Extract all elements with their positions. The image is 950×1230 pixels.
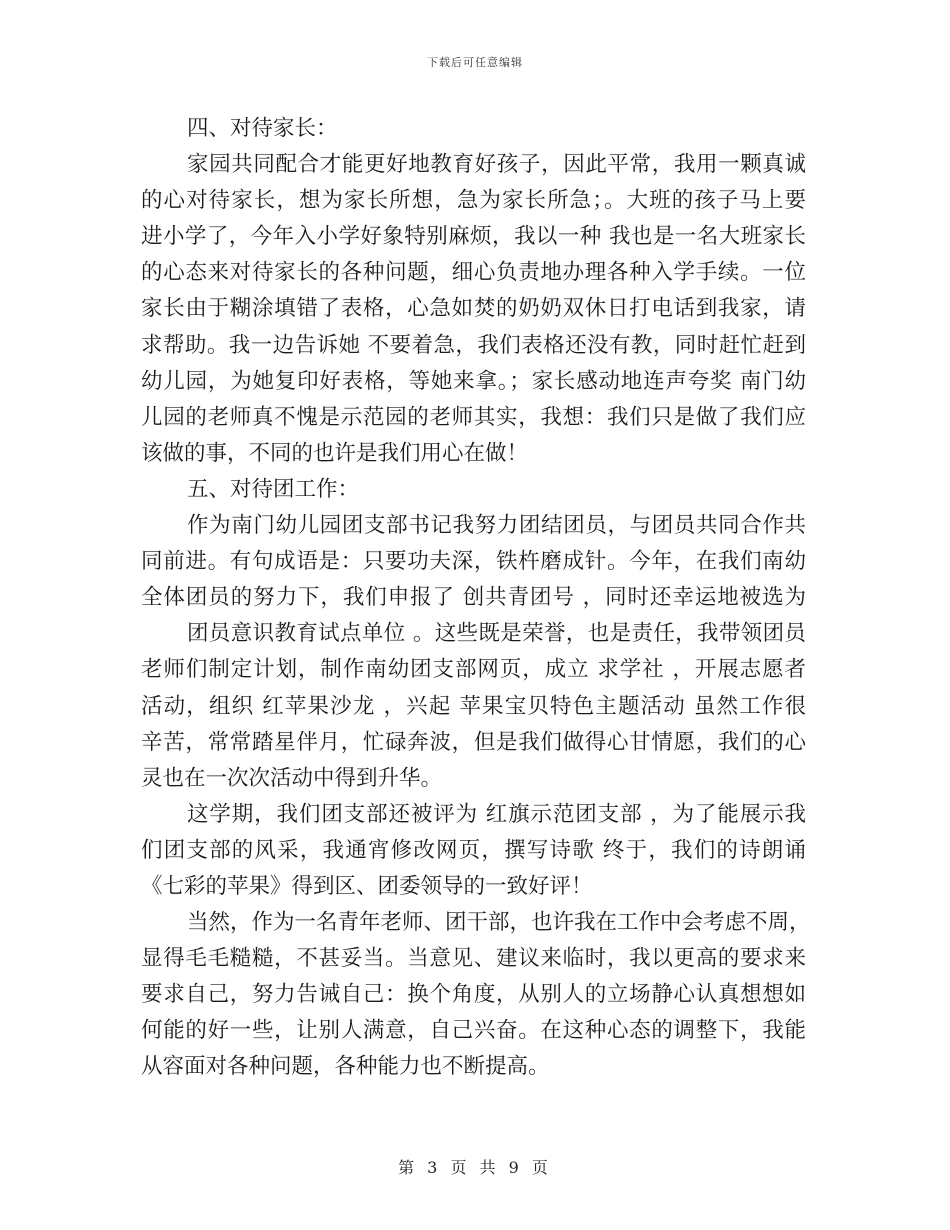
text-line: 从容面对各种问题，各种能力也不断提高。	[141, 1054, 550, 1080]
text-line: 何能的好一些，让别人满意，自己兴奋。在这种心态的调整下，我能	[141, 1018, 806, 1044]
text-line: 的心态来对待家长的各种问题，细心负责地办理各种入学手续。一位	[141, 260, 806, 286]
text-line: 作为南门幼儿园团支部书记我努力团结团员，与团员共同合作共	[187, 513, 806, 539]
text-line: 进小学了，今年入小学好象特别麻烦，我以一种 我也是一名大班家长	[141, 224, 806, 250]
document-body	[141, 111, 811, 1086]
text-line: 团员意识教育试点单位 。这些既是荣誉，也是责任，我带领团员	[187, 621, 806, 647]
text-line: 四、对待家长：	[187, 116, 338, 141]
text-line: 这学期，我们团支部还被评为 红旗示范团支部 ，为了能展示我	[187, 801, 806, 827]
text-line: 家园共同配合才能更好地教育好孩子，因此平常，我用一颗真诚	[187, 152, 806, 178]
text-line: 该做的事，不同的也许是我们用心在做！	[141, 440, 529, 466]
text-line: 灵也在一次次活动中得到升华。	[141, 765, 443, 791]
text-line: 显得毛毛糙糙，不甚妥当。当意见、建议来临时，我以更高的要求来	[141, 946, 806, 972]
text-line: 当然，作为一名青年老师、团干部，也许我在工作中会考虑不周，	[187, 910, 811, 936]
text-line: 《七彩的苹果》得到区、团委领导的一致好评！	[141, 873, 593, 899]
text-line: 老师们制定计划，制作南幼团支部网页，成立 求学社 ，开展志愿者	[141, 657, 806, 683]
page-number: 第 3 页 共 9 页	[398, 1158, 552, 1177]
text-line: 辛苦，常常踏星伴月，忙碌奔波，但是我们做得心甘情愿，我们的心	[141, 729, 806, 755]
text-line: 全体团员的努力下，我们申报了 创共青团号 ，同时还幸运地被选为	[141, 585, 806, 611]
text-line: 求帮助。我一边告诉她 不要着急，我们表格还没有教，同时赶忙赶到	[141, 332, 806, 358]
text-line: 要求自己，努力告诫自己：换个角度，从别人的立场静心认真想想如	[141, 982, 806, 1008]
text-line: 幼儿园，为她复印好表格，等她来拿。；家长感动地连声夸奖 南门幼	[141, 368, 806, 394]
text-line: 活动，组织 红苹果沙龙 ，兴起 苹果宝贝特色主题活动 虽然工作很	[141, 693, 806, 719]
text-line: 五、对待团工作：	[187, 476, 360, 502]
page-header: 下载后可任意编辑	[427, 56, 523, 69]
text-line: 同前进。有句成语是：只要功夫深，铁杵磨成针。今年，在我们南幼	[141, 549, 806, 575]
text-line: 的心对待家长，想为家长所想，急为家长所急；。大班的孩子马上要	[141, 188, 806, 214]
text-line: 们团支部的风采，我通宵修改网页，撰写诗歌 终于，我们的诗朗诵	[141, 837, 806, 863]
text-line: 儿园的老师真不愧是示范园的老师其实，我想：我们只是做了我们应	[141, 404, 806, 430]
text-line: 家长由于糊涂填错了表格，心急如焚的奶奶双休日打电话到我家，请	[141, 296, 806, 322]
